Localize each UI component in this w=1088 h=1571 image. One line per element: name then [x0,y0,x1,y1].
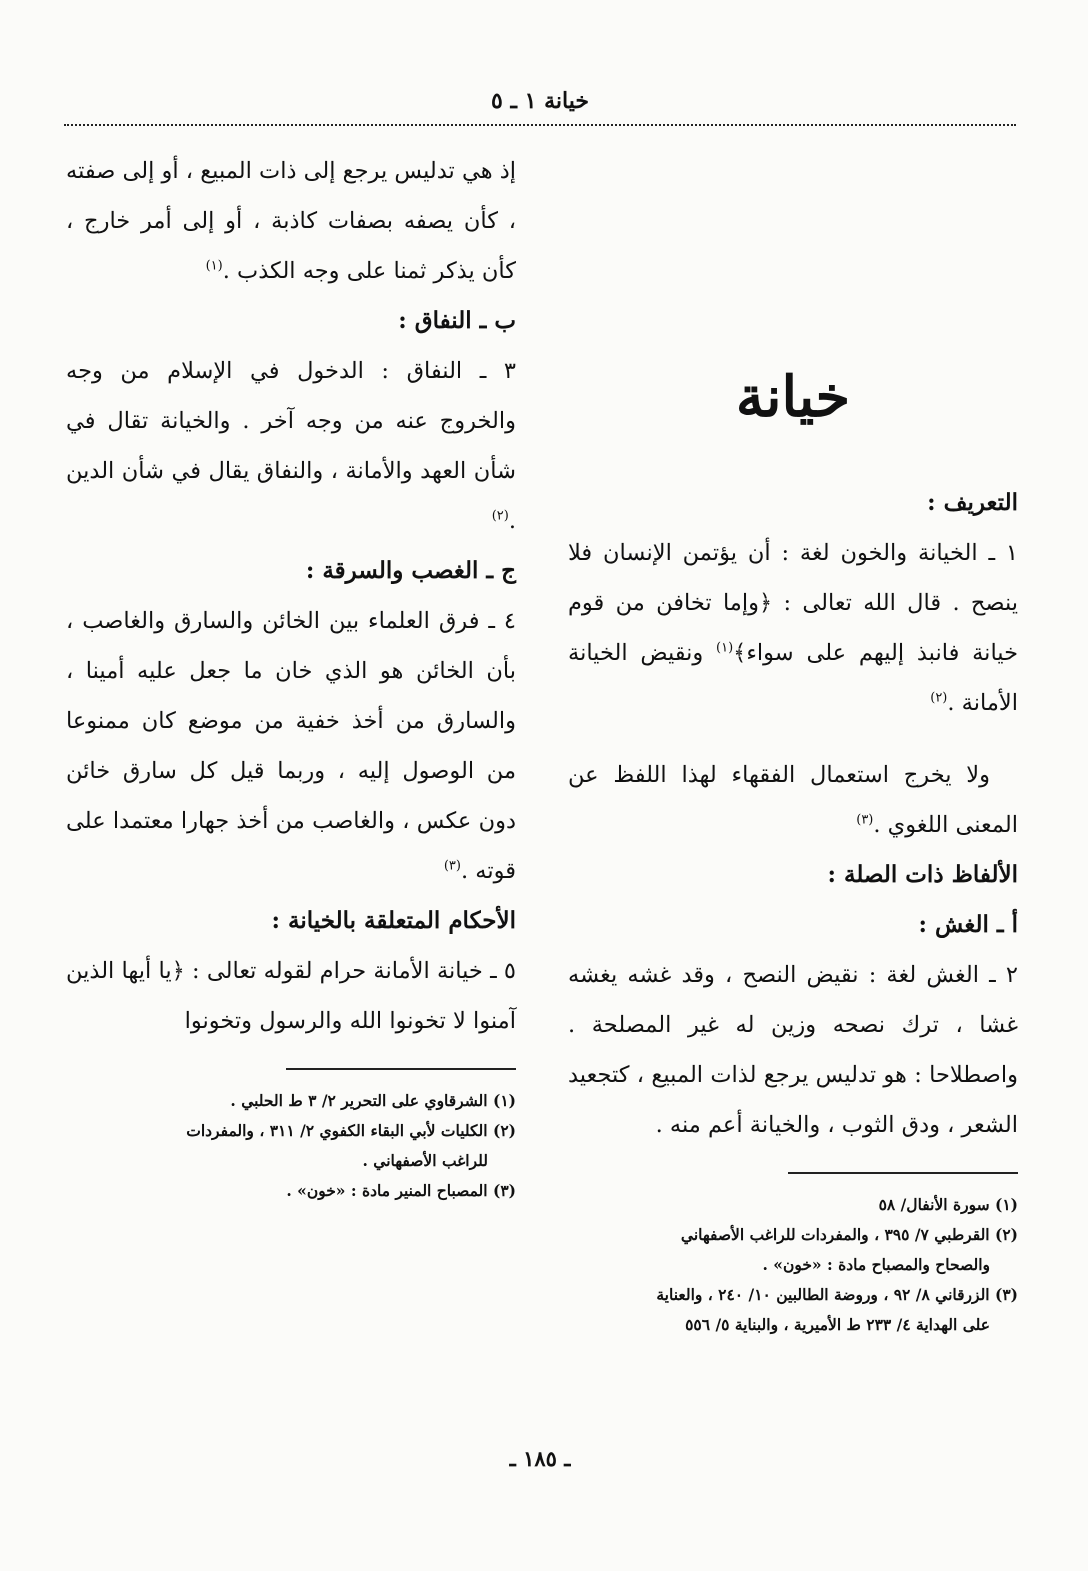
footnote: (٣) المصباح المنير مادة : «خون» . [286,1181,516,1200]
footnote: (٢) القرطبي ٧/ ٣٩٥ ، والمفردات للراغب الأصفهاني [680,1225,1018,1244]
footnote: والصحاح والمصباح مادة : «خون» . [762,1255,990,1274]
footnote: (١) الشرقاوي على التحرير ٢/ ٣ ط الحلبي . [230,1091,516,1110]
subheading-c: ج ـ الغصب والسرقة : [305,557,516,584]
footnote: (٢) الكليات لأبي البقاء الكفوي ٢/ ٣١١ ، والمفردات [186,1121,516,1140]
footnote-ref: (٢) [491,508,509,524]
footnote: (٣) الزرقاني ٨/ ٩٢ ، وروضة الطالبين ١٠/ ٢٤٠ ، والعناية [656,1285,1018,1304]
entry-title: خيانة [735,364,851,430]
page-number: ـ ١٨٥ ـ [509,1446,571,1471]
subheading-b: ب ـ النفاق : [398,307,516,334]
footnote: على الهداية ٤/ ٢٣٣ ط الأميرية ، والبناية ٥/ ٥٥٦ [685,1315,990,1334]
footnote-ref: (٣) [856,812,874,828]
footnote-ref: (١) [716,640,734,656]
related-terms-heading: الألفاظ ذات الصلة : [827,861,1018,888]
paragraph-5: ٤ ـ فرق العلماء بين الخائن والسارق والغاصب ، بأن الخائن هو الذي خان ما جعل عليه أمينا ، والسارق من أخذ خفية من موضع كان ممنوعا من الوصول إليه ، وربما قيل كل سارق خائن دون عكس ، والغاصب من أخذ جهارا معتمدا على قوته .$^{(٣)}$ [66,608,516,884]
running-head: خيانة ١ ـ ٥ [491,88,589,114]
paragraph-2: ولا يخرج استعمال الفقهاء لهذا اللفظ عن المعنى اللغوي .$^{(٣)}$ [568,762,1018,838]
footnote-ref: (٣) [443,858,461,874]
footnote-ref: (٢) [930,690,948,706]
rulings-heading: الأحكام المتعلقة بالخيانة : [271,907,516,934]
footnote: للراغب الأصفهاني . [362,1151,488,1170]
footnote-divider [286,1068,516,1070]
left-column [66,146,516,1206]
footnote-divider [788,1172,1018,1174]
definition-heading: التعريف : [927,489,1018,516]
paragraph-1: ١ ـ الخيانة والخون لغة : أن يؤتمن الإنسان فلا ينصح . قال الله تعالى : ﴿وإما تخافن من قوم خيانة فانبذ إليهم على سواء﴾$^{(١)}$ ونقيض الخيانة الأمانة .$^{(٢)}$ [568,540,1018,716]
header-divider [64,124,1016,126]
right-column [568,352,1018,1340]
footnote: (١) سورة الأنفال/ ٥٨ [878,1195,1018,1214]
paragraph-continued: إذ هي تدليس يرجع إلى ذات المبيع ، أو إلى صفته ، كأن يصفه بصفات كاذبة ، أو إلى أمر خارج ، كأن يذكر ثمنا على وجه الكذب .$^{(١)}$ [66,158,516,284]
paragraph-4: ٣ ـ النفاق : الدخول في الإسلام من وجه والخروج عنه من وجه آخر . والخيانة تقال في شأن العهد والأمانة ، والنفاق يقال في شأن الدين .$^{(٢)}$ [66,358,516,534]
paragraph-6: ٥ ـ خيانة الأمانة حرام لقوله تعالى : ﴿يا أيها الذين آمنوا لا تخونوا الله والرسول وتخونوا [66,958,516,1034]
footnote-ref: (١) [205,258,223,274]
paragraph-3: ٢ ـ الغش لغة : نقيض النصح ، وقد غشه يغشه غشا ، ترك نصحه وزين له غير المصلحة . واصطلاحا : هو تدليس يرجع لذات المبيع ، كتجعيد الشعر ، ودق الثوب ، والخيانة أعم منه . [568,962,1018,1138]
subheading-a: أ ـ الغش : [918,911,1018,938]
